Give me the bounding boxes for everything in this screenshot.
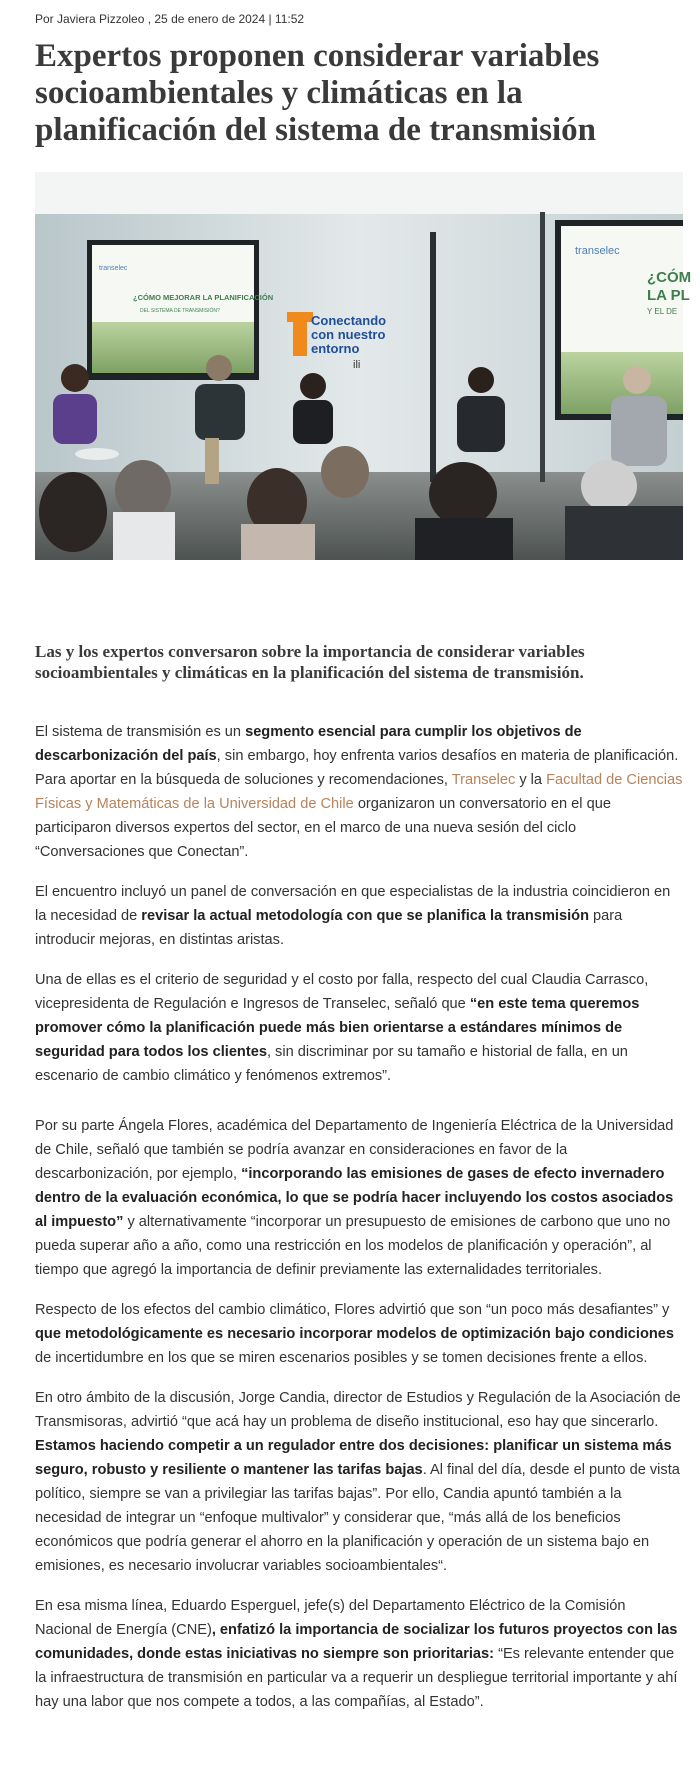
bold-text: “en este tema queremos promover cómo la planificación puede más bien orientarse a estándares mínimos de seguridad para todos los clientes (35, 996, 640, 1060)
right-screen-heading1: ¿CÓM (647, 269, 692, 286)
banner-line3: entorno (311, 341, 360, 356)
bold-text: , enfatizó la importancia de socializar los futuros proyectos con las comunidades, donde estas iniciativas no siempre son prioritarias: (35, 1622, 678, 1662)
article-paragraph (35, 1386, 683, 1578)
right-screen-heading2: LA PL (647, 287, 690, 304)
left-screen-subheading: DEL SISTEMA DE TRANSMISIÓN? (140, 308, 220, 314)
article-paragraph (35, 880, 683, 952)
right-screen-heading3: Y EL DE (647, 307, 678, 316)
hero-image (35, 172, 692, 560)
article-paragraph (35, 1594, 683, 1714)
text-segment: “Es relevante entender que la infraestructura de transmisión en particular va a requerir un despliegue territorial importante y ahí hay una labor que nos compete a todos, a las compañías, al Estado”. (35, 1646, 678, 1710)
bold-text: que metodológicamente es necesario incorporar modelos de optimización bajo condiciones (35, 1326, 675, 1342)
article-paragraph (35, 968, 683, 1088)
text-segment: y la (515, 772, 547, 788)
right-screen-logo: transelec (575, 245, 620, 257)
article-paragraph (35, 1298, 683, 1370)
banner-mark: ili (353, 359, 361, 371)
bold-text: “incorporando las emisiones de gases de efecto invernadero dentro de la evaluación económica, lo que se podría hacer incluyendo los costos asociados al impuesto” (35, 1166, 674, 1230)
article-paragraph (35, 1114, 683, 1282)
text-segment: En esa misma línea, Eduardo Esperguel, jefe(s) del Departamento Eléctrico de la Comisión Nacional de Energía (CNE) (35, 1598, 626, 1638)
text-segment: y alternativamente “incorporar un presupuesto de emisiones de carbono que uno no pueda superar año a año, como una restricción en los modelos de planificación y operación”, al tiempo que agregó la importancia de definir previamente las externalidades territoriales. (35, 1214, 671, 1278)
text-segment: El sistema de transmisión es un (35, 724, 246, 740)
text-segment: Respecto de los efectos del cambio climático, Flores advirtió que son “un poco más desafiantes” y (35, 1302, 670, 1318)
text-segment: , sin discriminar por su tamaño e historial de falla, en un escenario de cambio climático y fenómenos extremos”. (35, 1044, 628, 1084)
text-segment: organizaron un conversatorio en el que participaron diversos expertos del sector, en el marco de una nueva sesión del ciclo “Conversaciones que Conectan”. (35, 796, 611, 860)
left-screen-logo: transelec (99, 265, 128, 272)
left-screen-heading: ¿CÓMO MEJORAR LA PLANIFICACIÓN (133, 293, 274, 302)
text-segment: , sin embargo, hoy enfrenta varios desafíos en materia de planificación. Para aportar en la búsqueda de soluciones y recomendaciones, (35, 748, 679, 788)
article-link[interactable]: Facultad de Ciencias Físicas y Matemáticas de la Universidad de Chile (35, 772, 683, 812)
article-title: Expertos proponen considerar variables socioambientales y climáticas en la planificación del sistema de transmisión (35, 38, 600, 148)
article-link[interactable]: Transelec (451, 772, 516, 788)
text-segment: Una de ellas es el criterio de seguridad y el costo por falla, respecto del cual Claudia Carrasco, vicepresidenta de Regulación e Ingresos de Transelec, señaló que (35, 972, 649, 1012)
banner-line2: con nuestro (311, 327, 386, 342)
article-body (35, 720, 683, 1730)
text-segment: En otro ámbito de la discusión, Jorge Candia, director de Estudios y Regulación de la Asociación de Transmisoras, advirtió “que acá hay un problema de diseño institucional, eso hay que sincerarlo. (35, 1390, 681, 1430)
text-segment: El encuentro incluyó un panel de conversación en que especialistas de la industria coincidieron en la necesidad de (35, 884, 671, 924)
bold-text: Estamos haciendo competir a un regulador entre dos decisiones: planificar un sistema más seguro, robusto y resiliente o mantener las tarifas bajas (35, 1438, 672, 1478)
text-segment: para introducir mejoras, en distintas aristas. (35, 908, 623, 948)
article-subtitle: Las y los expertos conversaron sobre la importancia de considerar variables socioambientales y climáticas en la planificación del sistema de transmisión. (35, 642, 585, 682)
bold-text: revisar la actual metodología con que se planifica la transmisión (141, 908, 589, 924)
text-segment: . Al final del día, desde el punto de vista político, siempre se van a privilegiar las tarifas bajas”. Por ello, Candia apuntó también a la necesidad de integrar un “enfoque multivalor” y considerar que, “más allá de los beneficios económicos que podría generar el ahorro en la planificación y operación de un sistema bajo en emisiones, es necesario involucrar variables socioambientales“. (35, 1462, 680, 1574)
text-segment: Por su parte Ángela Flores, académica del Departamento de Ingeniería Eléctrica de la Universidad de Chile, señaló que también se podría avanzar en consideraciones en favor de la descarbonización, por ejemplo, (35, 1118, 674, 1182)
bold-text: segmento esencial para cumplir los objetivos de descarbonización del país (35, 724, 582, 764)
article-paragraph (35, 720, 683, 864)
article-byline: Por Javiera Pizzoleo , 25 de enero de 2024 | 11:52 (35, 12, 305, 26)
banner-line1: Conectando (311, 313, 387, 328)
text-segment: de incertidumbre en los que se miren escenarios posibles y se tomen decisiones frente a ellos. (35, 1350, 648, 1366)
